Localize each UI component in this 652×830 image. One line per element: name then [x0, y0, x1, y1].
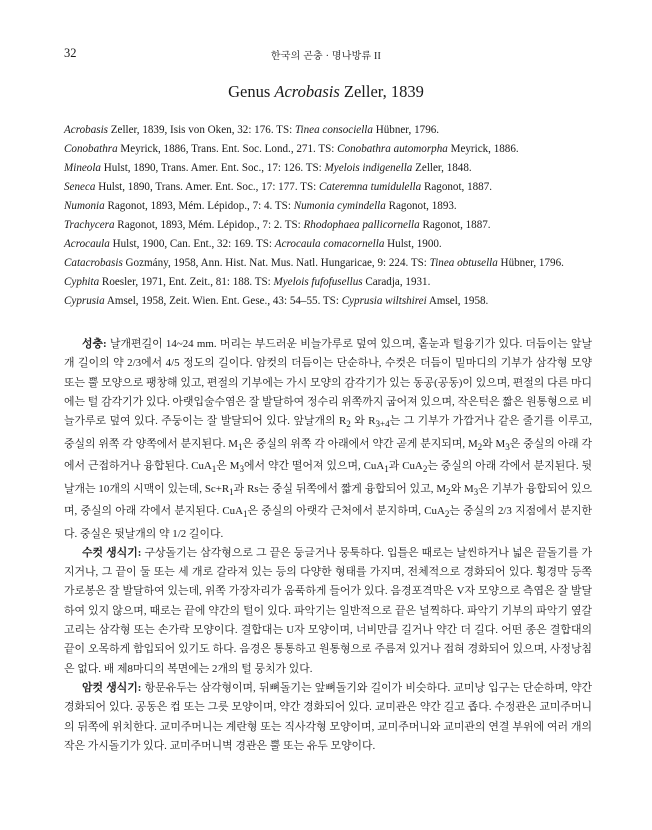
- text-run: 은 M: [216, 460, 240, 473]
- synonym-entry: [64, 159, 592, 178]
- subscript: 2: [422, 464, 428, 475]
- genus-title: [0, 82, 652, 102]
- synonym-entry: [64, 292, 592, 311]
- text-run: 와 M: [450, 482, 474, 495]
- synonym-entry: [64, 178, 592, 197]
- text-run: 과 Rs는 중실 뒤쪽에서 짧게 융합되어 있고, M: [233, 482, 447, 495]
- synonym-name: Acrobasis: [64, 124, 108, 136]
- synonym-name: Conobathra: [64, 143, 118, 155]
- adult-description: [64, 335, 592, 544]
- text-run: 는 중실의 아래 각에서 분지된다. 뒷날개는 10개의 시맥이 있는데, Sc+R: [64, 460, 592, 495]
- type-species-author: Ragonot, 1887.: [419, 219, 491, 231]
- synonym-name: Cyprusia: [64, 295, 105, 307]
- type-species-author: Meyrick, 1886.: [447, 143, 519, 155]
- male-genitalia-description: [64, 544, 592, 679]
- type-species: Tinea consociella: [294, 124, 373, 136]
- synonym-entry: [64, 254, 592, 273]
- type-species-author: Caradja, 1931.: [362, 276, 431, 288]
- text-run: 은 중실의 위쪽 각 아래에서 약간 곧게 분지되며, M: [242, 437, 478, 450]
- synonym-entry: [64, 273, 592, 292]
- synonym-reference: Zeller, 1839, Isis von Oken, 32: 176. TS:: [107, 124, 295, 136]
- type-species-author: Amsel, 1958.: [426, 295, 489, 307]
- female-genitalia-description: [64, 679, 592, 756]
- synonym-reference: Amsel, 1958, Zeit. Wien. Ent. Gese., 43: 54–55. TS:: [104, 295, 342, 307]
- text-run: 에서 약간 떨어져 있으며, CuA: [244, 460, 385, 473]
- synonym-reference: Hulst, 1890, Trans. Amer. Ent. Soc., 17: 126. TS:: [100, 162, 325, 174]
- synonym-entry: [64, 121, 592, 140]
- subscript: 1: [229, 486, 234, 497]
- synonym-name: Trachycera: [64, 219, 115, 231]
- synonym-reference: Meyrick, 1886, Trans. Ent. Soc. Lond., 271. TS:: [117, 143, 338, 155]
- subscript: 3: [505, 441, 510, 452]
- title-prefix: Genus: [228, 82, 275, 101]
- subscript: 2: [446, 486, 451, 497]
- subscript: 2: [444, 509, 450, 520]
- type-species: Numonia cymindella: [293, 200, 386, 212]
- synonym-reference: Hulst, 1900, Can. Ent., 32: 169. TS:: [109, 238, 275, 250]
- type-species: Cyprusia wiltshirei: [341, 295, 427, 307]
- synonym-reference: Hulst, 1890, Trans. Amer. Ent. Soc., 17: 177. TS:: [95, 181, 319, 193]
- title-genus: Acrobasis: [274, 82, 340, 101]
- text-run: 와 R: [350, 415, 376, 428]
- subscript: 1: [384, 464, 389, 475]
- subscript: 3: [473, 486, 479, 497]
- synonym-name: Numonia: [64, 200, 105, 212]
- text-run: 은 기부가 융합되어 있으며, 중실의 아래 각에서 분지된다. CuA: [64, 482, 593, 518]
- male-genitalia-text: 구상돌기는 삼각형으로 그 끝은 둥글거나 뭉툭하다. 입틀은 때로는 날씬하거나 넓은 끝돌기를 가지거나, 그 끝이 둘 또는 세 개로 갈라져 있는 등의 다양한 형태를 가지며, 전체적으로 경화되어 있다. 횡경막 등쪽 가로봉은 잘 발달하여 있는데, 위쪽 가장자리가 움푹하게 들어가 있다. 음경포격막은 V자 모양으로 측엽은 잘 발달하여 있지 않으며, 때로는 끝에 약간의 털이 있다. 파악기는 일반적으로 끝은 널찍하다. 파악기 기부의 파악기 옆갈고리는 삼각형 또는 손가락 모양이다. 결합대는 U자 모양이며, 너비만큼 길거나 약간 더 길다. 어떤 종은 결합대의 끝이 오목하게 함입되어 있기도 하다. 음경은 통통하고 원통형으로 주름져 있거나 접혀 경화되어 있으며, 사정낭침은 없다. 배 제8마디의 복면에는 2개의 털 뭉치가 있다.: [64, 546, 592, 675]
- type-species: Tinea obtusella: [429, 257, 498, 269]
- text-run: 날개편길이 14~24 mm. 머리는 부드러운 비늘가루로 덮여 있으며, 홑눈과 털융기가 있다. 더듬이는 앞날개 길이의 약 2/3에서 4/5 정도의 길이다. 암컷의 더듬이는 단순하나, 수컷은 더듬이 밑마디의 기부가 삼각형 모양 또는 뿔 모양으로 팽창해 있고, 편절의 기부에는 가시 모양의 감각기가 있는 동공(공동)이 있으며, 편절의 다른 마디에는 털 감각기가 있다. 아랫입술수염은 잘 발달하여 정수리 위쪽까지 굽어져 있으며, 작은턱은 짧은 원통형으로 비늘가루로 덮여 있다. 주둥이는 잘 발달되어 있다. 앞날개의 R: [64, 338, 592, 428]
- synonym-reference: Ragonot, 1893, Mém. Lépidop., 7: 2. TS:: [114, 219, 304, 231]
- type-species-author: Hübner, 1796.: [372, 124, 440, 136]
- subscript: 1: [242, 509, 248, 520]
- type-species: Rhodophaea pallicornella: [303, 219, 420, 231]
- text-run: 와 M: [482, 437, 506, 450]
- text-run: 는 그 기부가 가깝거나 같은 줄기를 이루고, 중실의 위쪽 각 양쪽에서 분지된다. M: [64, 415, 592, 450]
- synonym-reference: Gozmány, 1958, Ann. Hist. Nat. Mus. Natl. Hungaricae, 9: 224. TS:: [122, 257, 430, 269]
- type-species: Myelois fufofusellus: [273, 276, 363, 288]
- synonym-entry: [64, 197, 592, 216]
- type-species-author: Hulst, 1900.: [384, 238, 442, 250]
- type-species: Myelois indigenella: [324, 162, 413, 174]
- synonym-name: Catacrobasis: [64, 257, 123, 269]
- female-genitalia-text: 항문유두는 삼각형이며, 뒤뼈돌기는 앞뼈돌기와 길이가 비슷하다. 교미낭 입구는 단순하며, 약간 경화되어 있다. 공동은 컵 또는 그릇 모양이며, 약간 경화되어 있다. 교미관은 약간 길고 좁다. 수정관은 교미주머니의 뒤쪽에 위치한다. 교미주머니는 계란형 또는 직사각형 모양이며, 교미주머니와 교미관의 연결 부위에 여러 개의 작은 가시돌기가 있다. 교미주머니벽 경관은 뿔 또는 유두 모양이다.: [64, 681, 592, 752]
- page-number: 32: [64, 46, 77, 60]
- page-header: [64, 46, 588, 62]
- type-species: Conobathra automorpha: [337, 143, 448, 155]
- synonym-name: Seneca: [64, 181, 96, 193]
- text-run: 과 CuA: [388, 460, 423, 473]
- subscript: 1: [211, 464, 217, 475]
- subscript: 2: [346, 419, 351, 430]
- synonym-entry: [64, 216, 592, 235]
- type-species-author: Zeller, 1848.: [412, 162, 472, 174]
- male-genitalia-label: 수컷 생식기:: [82, 546, 142, 559]
- text-run: 는 중실의 2/3 지점에서 분지한다. 중실은 뒷날개의 약 1/2 길이다.: [64, 505, 592, 540]
- subscript: 1: [237, 441, 243, 452]
- subscript: 2: [477, 441, 483, 452]
- synonym-list: [64, 121, 592, 311]
- subscript: 3+4: [375, 419, 390, 430]
- synonym-name: Mineola: [64, 162, 101, 174]
- title-suffix: Zeller, 1839: [339, 82, 424, 101]
- text-run: 은 중실의 아래 각에서 근접하거나 융합된다. CuA: [64, 437, 592, 473]
- type-species-author: Hübner, 1796.: [497, 257, 564, 269]
- adult-label: 성충:: [82, 338, 107, 350]
- text-run: 은 중실의 아랫각 근처에서 분지하며, CuA: [247, 505, 445, 518]
- type-species: Acrocaula comacornella: [274, 238, 385, 250]
- running-head: 한국의 곤충 · 명나방류 II: [270, 51, 382, 62]
- type-species: Cateremna tumidulella: [318, 181, 422, 193]
- description-body: [64, 335, 592, 756]
- female-genitalia-label: 암컷 생식기:: [82, 681, 142, 694]
- type-species-author: Ragonot, 1887.: [421, 181, 493, 193]
- synonym-entry: [64, 140, 592, 159]
- synonym-reference: Ragonot, 1893, Mém. Lépidop., 7: 4. TS:: [104, 200, 294, 212]
- synonym-reference: Roesler, 1971, Ent. Zeit., 81: 188. TS:: [99, 276, 274, 288]
- synonym-entry: [64, 235, 592, 254]
- synonym-name: Acrocaula: [64, 238, 110, 250]
- type-species-author: Ragonot, 1893.: [385, 200, 457, 212]
- synonym-name: Cyphita: [64, 276, 100, 288]
- subscript: 3: [239, 464, 245, 475]
